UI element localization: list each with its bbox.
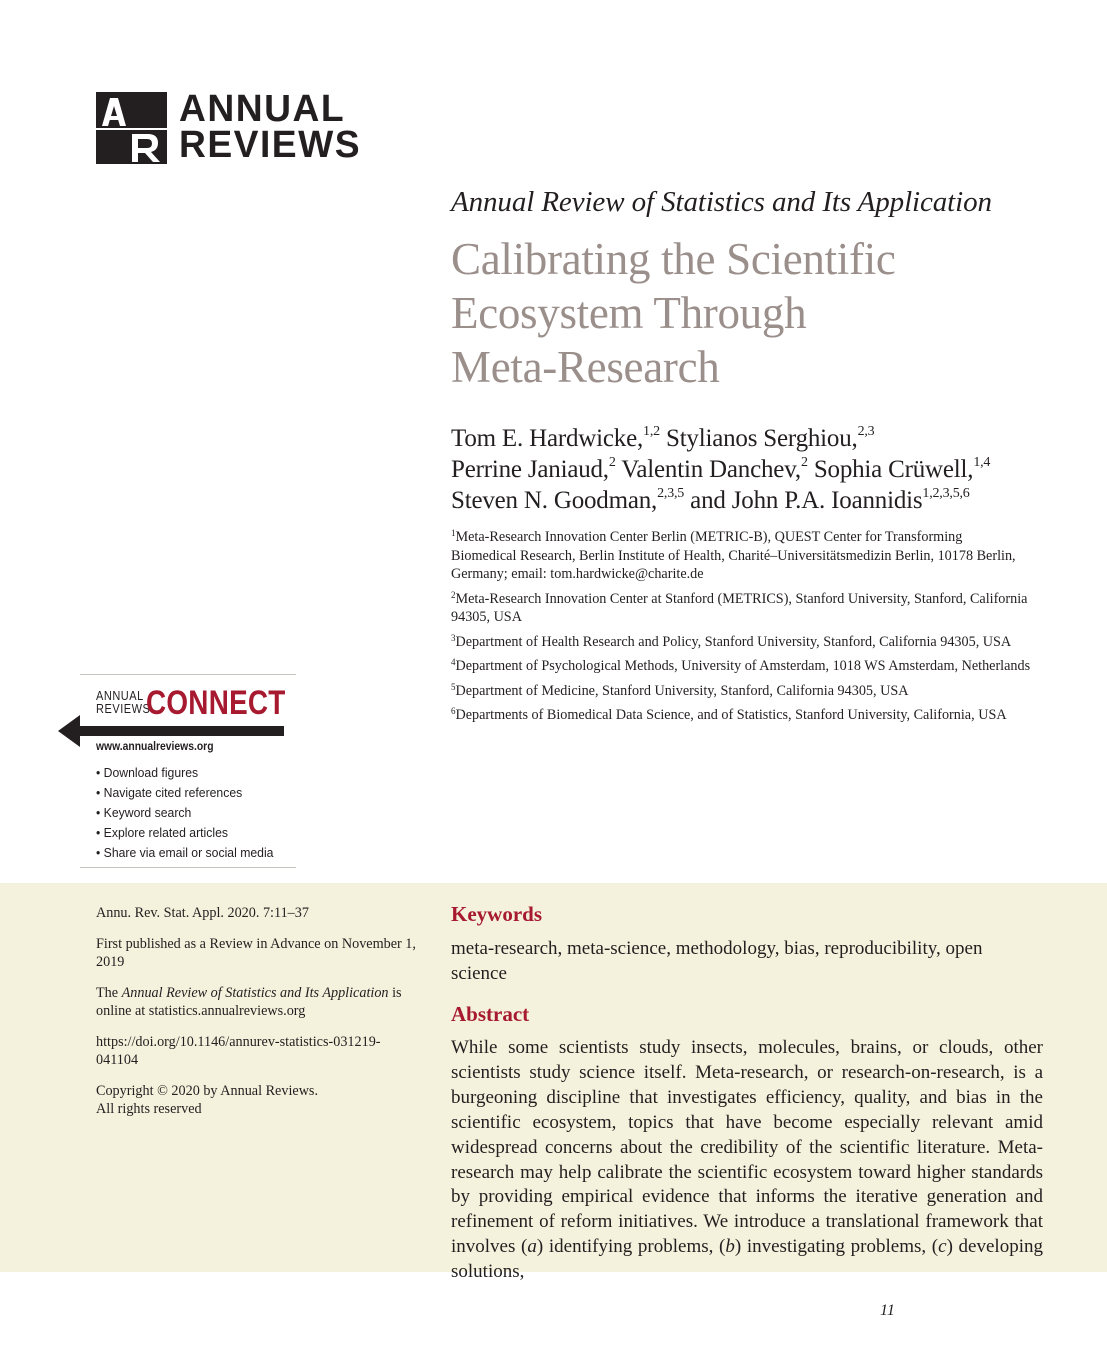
- published-date: First published as a Review in Advance on November 1, 2019: [96, 935, 416, 970]
- author-name: Sophia Crüwell,: [813, 456, 974, 483]
- author-name: Perrine Janiaud,: [451, 456, 609, 483]
- connect-word: CONNECT: [146, 684, 286, 722]
- copyright: [96, 1082, 416, 1119]
- online-note: [96, 984, 416, 1021]
- affiliation-number: 4: [451, 657, 456, 667]
- affiliation-text: Departments of Biomedical Data Science, and of Statistics, Stanford University, California, USA: [455, 707, 1007, 723]
- affiliation-item: [451, 528, 1031, 584]
- rights-line: All rights reserved: [96, 1101, 202, 1117]
- abstract-text: While some scientists study insects, molecules, brains, or clouds, other scientists study science itself. Meta-research, or research-on-research, is a burgeoning discipline that investigates efficiency, quality, and bias in the scientific ecosystem, topics that have become especially relevant amid widespread concerns about the credibility of the scientific literature. Meta-research may help calibrate the scientific ecosystem toward higher standards by providing empirical evidence that informs the iterative generation and refinement of reform initiatives. We introduce a translational framework that involves (a) identifying problems, (b) investigating problems, (c) developing solutions,: [451, 1037, 1043, 1283]
- logo-line-annual: ANNUAL: [179, 88, 346, 130]
- affiliation-item: [451, 706, 1031, 725]
- annual-reviews-mark-icon: [96, 92, 167, 164]
- online-note-post: is online at statistics.annualreviews.org: [96, 984, 402, 1019]
- abstract-marker-a: a: [527, 1236, 537, 1258]
- author-affiliation-sup: 1,2,3,5,6: [922, 486, 970, 501]
- copyright-line: Copyright © 2020 by Annual Reviews.: [96, 1082, 319, 1099]
- title-line-2: Ecosystem Through: [451, 288, 807, 338]
- author-affiliation-sup: 2: [800, 455, 808, 470]
- abstract-item-c: developing solutions,: [451, 1236, 1043, 1283]
- abstract-heading: Abstract: [451, 1002, 530, 1026]
- affiliation-number: 6: [451, 706, 456, 716]
- abstract-marker-c: c: [938, 1236, 947, 1258]
- abstract-item-a: identifying problems,: [543, 1236, 720, 1258]
- connect-feature-list: [96, 763, 285, 863]
- online-note-pre: The: [96, 984, 122, 1001]
- affiliation-item: [451, 633, 1031, 652]
- affiliation-number: 5: [451, 681, 456, 692]
- affiliation-text: Meta-Research Innovation Center at Stanford (METRICS), Stanford University, Stanford, California 94305, USA: [451, 590, 1028, 625]
- connect-annual-label: ANNUAL: [96, 689, 144, 703]
- affiliation-number: 2: [451, 589, 456, 600]
- abstract-marker-b: b: [725, 1236, 735, 1258]
- affiliation-text: Department of Medicine, Stanford University, Stanford, California 94305, USA: [455, 682, 909, 699]
- author-name: John P.A. Ioannidis: [731, 487, 923, 514]
- author-affiliation-sup: 2,3: [857, 424, 875, 439]
- article-title: [451, 232, 1011, 394]
- author-conjunction: and: [690, 487, 726, 514]
- connect-feature-item: • Share via email or social media: [96, 843, 273, 863]
- affiliation-text: Department of Health Research and Policy, Stanford University, Stanford, California 94305, USA: [455, 633, 1012, 650]
- author-affiliation-sup: 2: [608, 455, 616, 470]
- author-name: Tom E. Hardwicke,: [451, 425, 644, 452]
- article-meta: [96, 904, 416, 1131]
- author-affiliation-sup: 1,2: [643, 424, 660, 439]
- connect-feature-item: • Navigate cited references: [96, 783, 273, 803]
- affiliation-number: 3: [451, 632, 456, 643]
- affiliation-item: [451, 657, 1031, 676]
- affiliation-item: [451, 590, 1031, 627]
- doi-link[interactable]: https://doi.org/10.1146/annurev-statistics-031219-041104: [96, 1033, 381, 1068]
- keywords-text: meta-research, meta-science, methodology, bias, reproducibility, open science: [451, 938, 983, 984]
- author-name: Valentin Danchev,: [621, 456, 801, 483]
- author-affiliation-sup: 2,3,5: [657, 486, 685, 501]
- affiliation-item: [451, 682, 1031, 701]
- affiliation-number: 1: [451, 528, 456, 538]
- author-name: Steven N. Goodman,: [451, 487, 658, 514]
- affiliation-text: Department of Psychological Methods, University of Amsterdam, 1018 WS Amsterdam, Netherlands: [455, 658, 1031, 674]
- connect-reviews-label: REVIEWS: [96, 702, 151, 716]
- affiliation-list: [451, 528, 1031, 731]
- citation: Annu. Rev. Stat. Appl. 2020. 7:11–37: [96, 905, 309, 921]
- title-line-1: Calibrating the Scientific: [451, 234, 896, 284]
- author-list: [451, 423, 1071, 516]
- keywords-heading: Keywords: [451, 902, 542, 926]
- connect-feature-item: • Keyword search: [96, 803, 273, 823]
- annual-reviews-connect-box: [80, 674, 296, 868]
- author-name: Stylianos Serghiou,: [665, 425, 858, 452]
- abstract-item-b: investigating problems,: [741, 1236, 932, 1258]
- abstract-main: While some scientists study insects, molecules, brains, or clouds, other scientists study science itself. Meta-research, or research-on-research, is a burgeoning discipline that investigates efficiency, quality, and bias in the scientific ecosystem, topics that have become especially relevant amid widespread concerns about the credibility of the scientific literature. Meta-research may help calibrate the scientific ecosystem toward higher standards by providing empirical evidence that informs the iterative generation and refinement of reform initiatives. We introduce a translational framework that involves: [451, 1037, 1043, 1258]
- online-note-journal: Annual Review of Statistics and Its Application: [121, 984, 389, 1001]
- page-number: 11: [880, 1302, 895, 1319]
- connect-url-link[interactable]: www.annualreviews.org: [96, 741, 214, 753]
- author-affiliation-sup: 1,4: [973, 455, 991, 470]
- journal-name: Annual Review of Statistics and Its Application: [451, 186, 992, 218]
- connect-feature-item: • Download figures: [96, 763, 273, 783]
- connect-feature-item: • Explore related articles: [96, 823, 273, 843]
- annual-reviews-logo: [96, 88, 365, 166]
- affiliation-text: Meta-Research Innovation Center Berlin (METRIC-B), QUEST Center for Transforming Biomedical Research, Berlin Institute of Health, Charité–Universitätsmedizin Berlin, 10178 Berlin, Germany; email: tom.hardwicke@charite.de: [451, 529, 1016, 582]
- logo-line-reviews: REVIEWS: [179, 124, 362, 166]
- title-line-3: Meta-Research: [451, 342, 720, 392]
